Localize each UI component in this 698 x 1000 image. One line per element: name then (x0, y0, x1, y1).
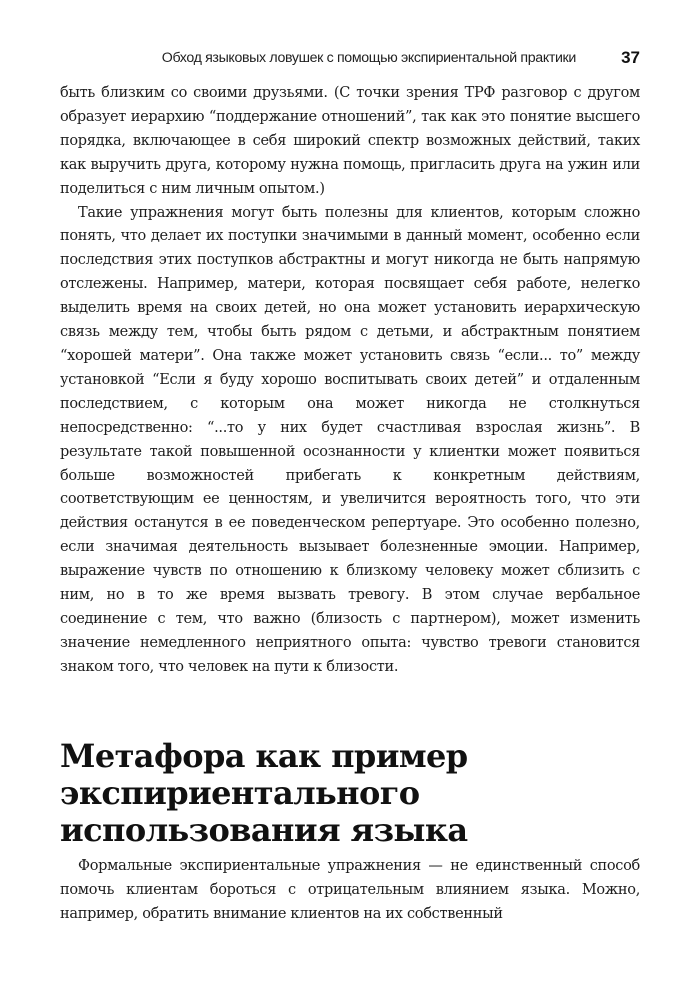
running-title: Обход языковых ловушек с помощью экспириентальной практики (161, 50, 576, 66)
paragraph-metaphor: Формальные экспириентальные упражнения — не единственный способ помочь клиентам бороться с отрицательным влиянием языка. Можно, например, обратить внимание клиентов на их собственный (60, 858, 640, 922)
paragraph-exercises: Такие упражнения могут быть полезны для клиентов, которым сложно понять, что делает их поступки значимыми в данный момент, особенно если последствия этих поступков абстрактны и могут никогда не быть напрямую отслежены. Например, матери, которая посвящает себя работе, нелегко выделить время на своих детей, но она может установить иерархическую связь между тем, чтобы быть рядом с детьми, и абстрактным понятием “хорошей матери”. Она также может установить связь “если... то” между установкой “Если я буду хорошо воспитывать своих детей” и отдаленным последствием, с которым она может никогда не столкнуться непосредственно: “...то у них будет счастливая взрослая жизнь”. В результате такой повышенной осознанности у клиентки может появиться больше возможностей прибегать к конкретным действиям, соответствующим ее ценностям, и увеличится вероятность того, что эти действия останутся в ее поведенческом репертуаре. Это особенно полезно, если значимая деятельность вызывает болезненные эмоции. Например, выражение чувств по отношению к близкому человеку может сблизить с ним, но в то же время вызвать тревогу. В этом случае вербальное соединение с тем, что важно (близость с партнером), может изменить значение немедленного неприятного опыта: чувство тревоги становится знаком того, что человек на пути к близости. (60, 204, 640, 675)
section-body (60, 855, 640, 927)
paragraph-continuation: быть близким со своими друзьями. (С точки зрения ТРФ разговор с другом образует иерархию “поддержание отношений”, так как это понятие высшего порядка, включающее в себя широкий спектр возможных действий, таких как выручить друга, которому нужна помощь, пригласить друга на ужин или поделиться с ним личным опытом.) (60, 85, 640, 197)
body-text (60, 82, 640, 680)
section-heading: Метафора как пример экспириентального использования языка (60, 737, 468, 849)
running-header (60, 48, 640, 70)
page-number: 37 (621, 48, 640, 67)
